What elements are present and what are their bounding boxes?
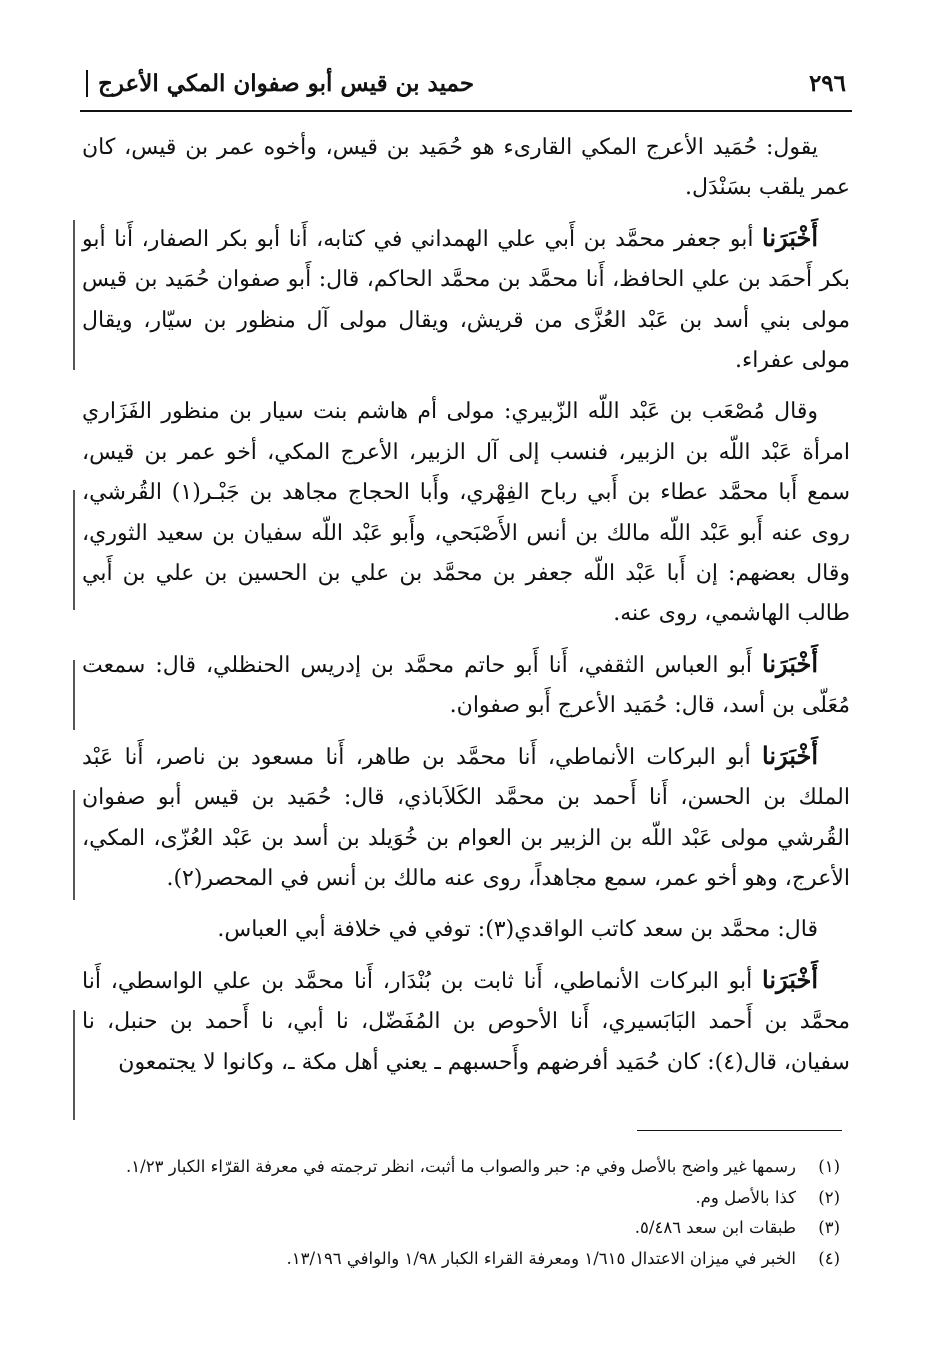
margin-rule (73, 660, 75, 730)
paragraph (82, 908, 850, 950)
footnotes (86, 1152, 840, 1274)
footnote-text: كذا بالأصل وم. (695, 1187, 796, 1207)
margin-rule (73, 490, 75, 610)
footnote (86, 1183, 840, 1214)
paragraph (82, 960, 850, 1083)
page-number: ٢٩٦ (808, 70, 846, 97)
footnote-text: طبقات ابن سعد ٥/٤٨٦. (634, 1218, 796, 1237)
footnote-number: (٤) (818, 1248, 840, 1268)
paragraph-text: وقال مُصْعَب بن عَبْد اللّه الزّبيري: مولى أم هاشم بنت سيار بن منظور الفَزَاري امرأة عَبْد اللّه بن الزبير، فنسب إلى آل الزبير، الأعرج المكي، أخو عمر بن قيس، سمع أَبا محمَّد عطاء بن أَبي رباح الفِهْري، وأَبا الحجاج مجاهد بن جَبْـر(١) القُرشي، روى عنه أَبو عَبْد اللّه مالك بن أنس الأَصْبَحي، وأَبو عَبْد اللّه سفيان بن سعيد الثوري، وقال بعضهم: إن أَبا عَبْد اللّه جعفر بن محمَّد بن علي بن الحسين بن علي بن أَبي طالب الهاشمي، روى عنه. (82, 399, 850, 627)
paragraph-lead: أَخْبَرَنا (762, 740, 819, 770)
page-header (80, 58, 852, 112)
footnote-number: (٣) (818, 1218, 840, 1237)
margin-rule (73, 790, 75, 900)
main-text (82, 126, 850, 1092)
paragraph-text: يقول: حُمَيد الأعرج المكي القارىء هو حُمَيد بن قيس، وأخوه عمر بن قيس، كان عمر يلقب بسَنْدَل. (82, 135, 850, 201)
paragraph (82, 644, 850, 727)
paragraph (82, 736, 850, 900)
footnote (86, 1152, 840, 1183)
running-title: حميد بن قيس أبو صفوان المكي الأعرج (86, 70, 474, 97)
footnote-text: الخبر في ميزان الاعتدال ١/٦١٥ ومعرفة القراء الكبار ١/٩٨ والوافي ١٣/١٩٦. (286, 1248, 796, 1268)
margin-rule (73, 220, 75, 370)
paragraph (82, 390, 850, 634)
margin-rule (73, 1010, 75, 1120)
paragraph (82, 126, 850, 209)
paragraph-text: قال: محمَّد بن سعد كاتب الواقدي(٣): توفي في خلافة أبي العباس. (217, 917, 818, 943)
paragraph-lead: أَخْبَرَنا (762, 648, 818, 678)
footnote-separator (637, 1130, 842, 1131)
footnote (86, 1213, 840, 1244)
paragraph-text: أَبو العباس الثقفي، أَنا أَبو حاتم محمَّد بن إدريس الحنظلي، قال: سمعت مُعَلّى بن أسد، قال: حُمَيد الأعرج أَبو صفوان. (82, 652, 850, 719)
footnote-number: (١) (818, 1157, 840, 1176)
footnote-number: (٢) (818, 1187, 840, 1207)
paragraph-lead: أَخْبَرَنا (762, 964, 818, 994)
footnote (86, 1244, 840, 1275)
paragraph-text: أبو البركات الأنماطي، أَنا ثابت بن بُنْدَار، أَنا محمَّد بن علي الواسطي، أَنا محمَّد بن أَحمد البَابَسيري، أَنا الأحوص بن المُفَضّل، نا أبي، نا أَحمد بن حنبل، نا سفيان، قال(٤): كان حُمَيد أفرضهم وأَحسبهم ـ يعني أهل مكة ـ، وكانوا لا يجتمعون (82, 968, 850, 1075)
paragraph-text: أبو البركات الأنماطي، أَنا محمَّد بن طاهر، أَنا مسعود بن ناصر، أَنا عَبْد الملك بن الحسن، أَنا أَحمد بن محمَّد الكَلاَباذي، قال: حُمَيد بن قيس أبو صفوان القُرشي مولى عَبْد اللّه بن الزبير بن العوام بن خُوَيلد بن أسد بن عَبْد العُزّى، المكي، الأعرج، وهو أخو عمر، سمع مجاهداً، روى عنه مالك بن أنس في المحصر(٢). (82, 744, 850, 891)
paragraph (82, 218, 850, 382)
paragraph-text: أبو جعفر محمَّد بن أَبي علي الهمداني في كتابه، أَنا أبو بكر الصفار، أَنا أبو بكر أَحمَد بن علي الحافظ، أَنا محمَّد بن محمَّد الحاكم، قال: أَبو صفوان حُمَيد بن قيس مولى بني أسد بن عَبْد العُزَّى من قريش، ويقال مولى آل منظور بن سيّار، ويقال مولى عفراء. (82, 226, 850, 374)
footnote-text: رسمها غير واضح بالأصل وفي م: حبر والصواب ما أثبت، انظر ترجمته في معرفة القرّاء الكبار ١/٢٣. (126, 1157, 796, 1176)
paragraph-lead: أَخْبَرَنا (762, 222, 818, 252)
